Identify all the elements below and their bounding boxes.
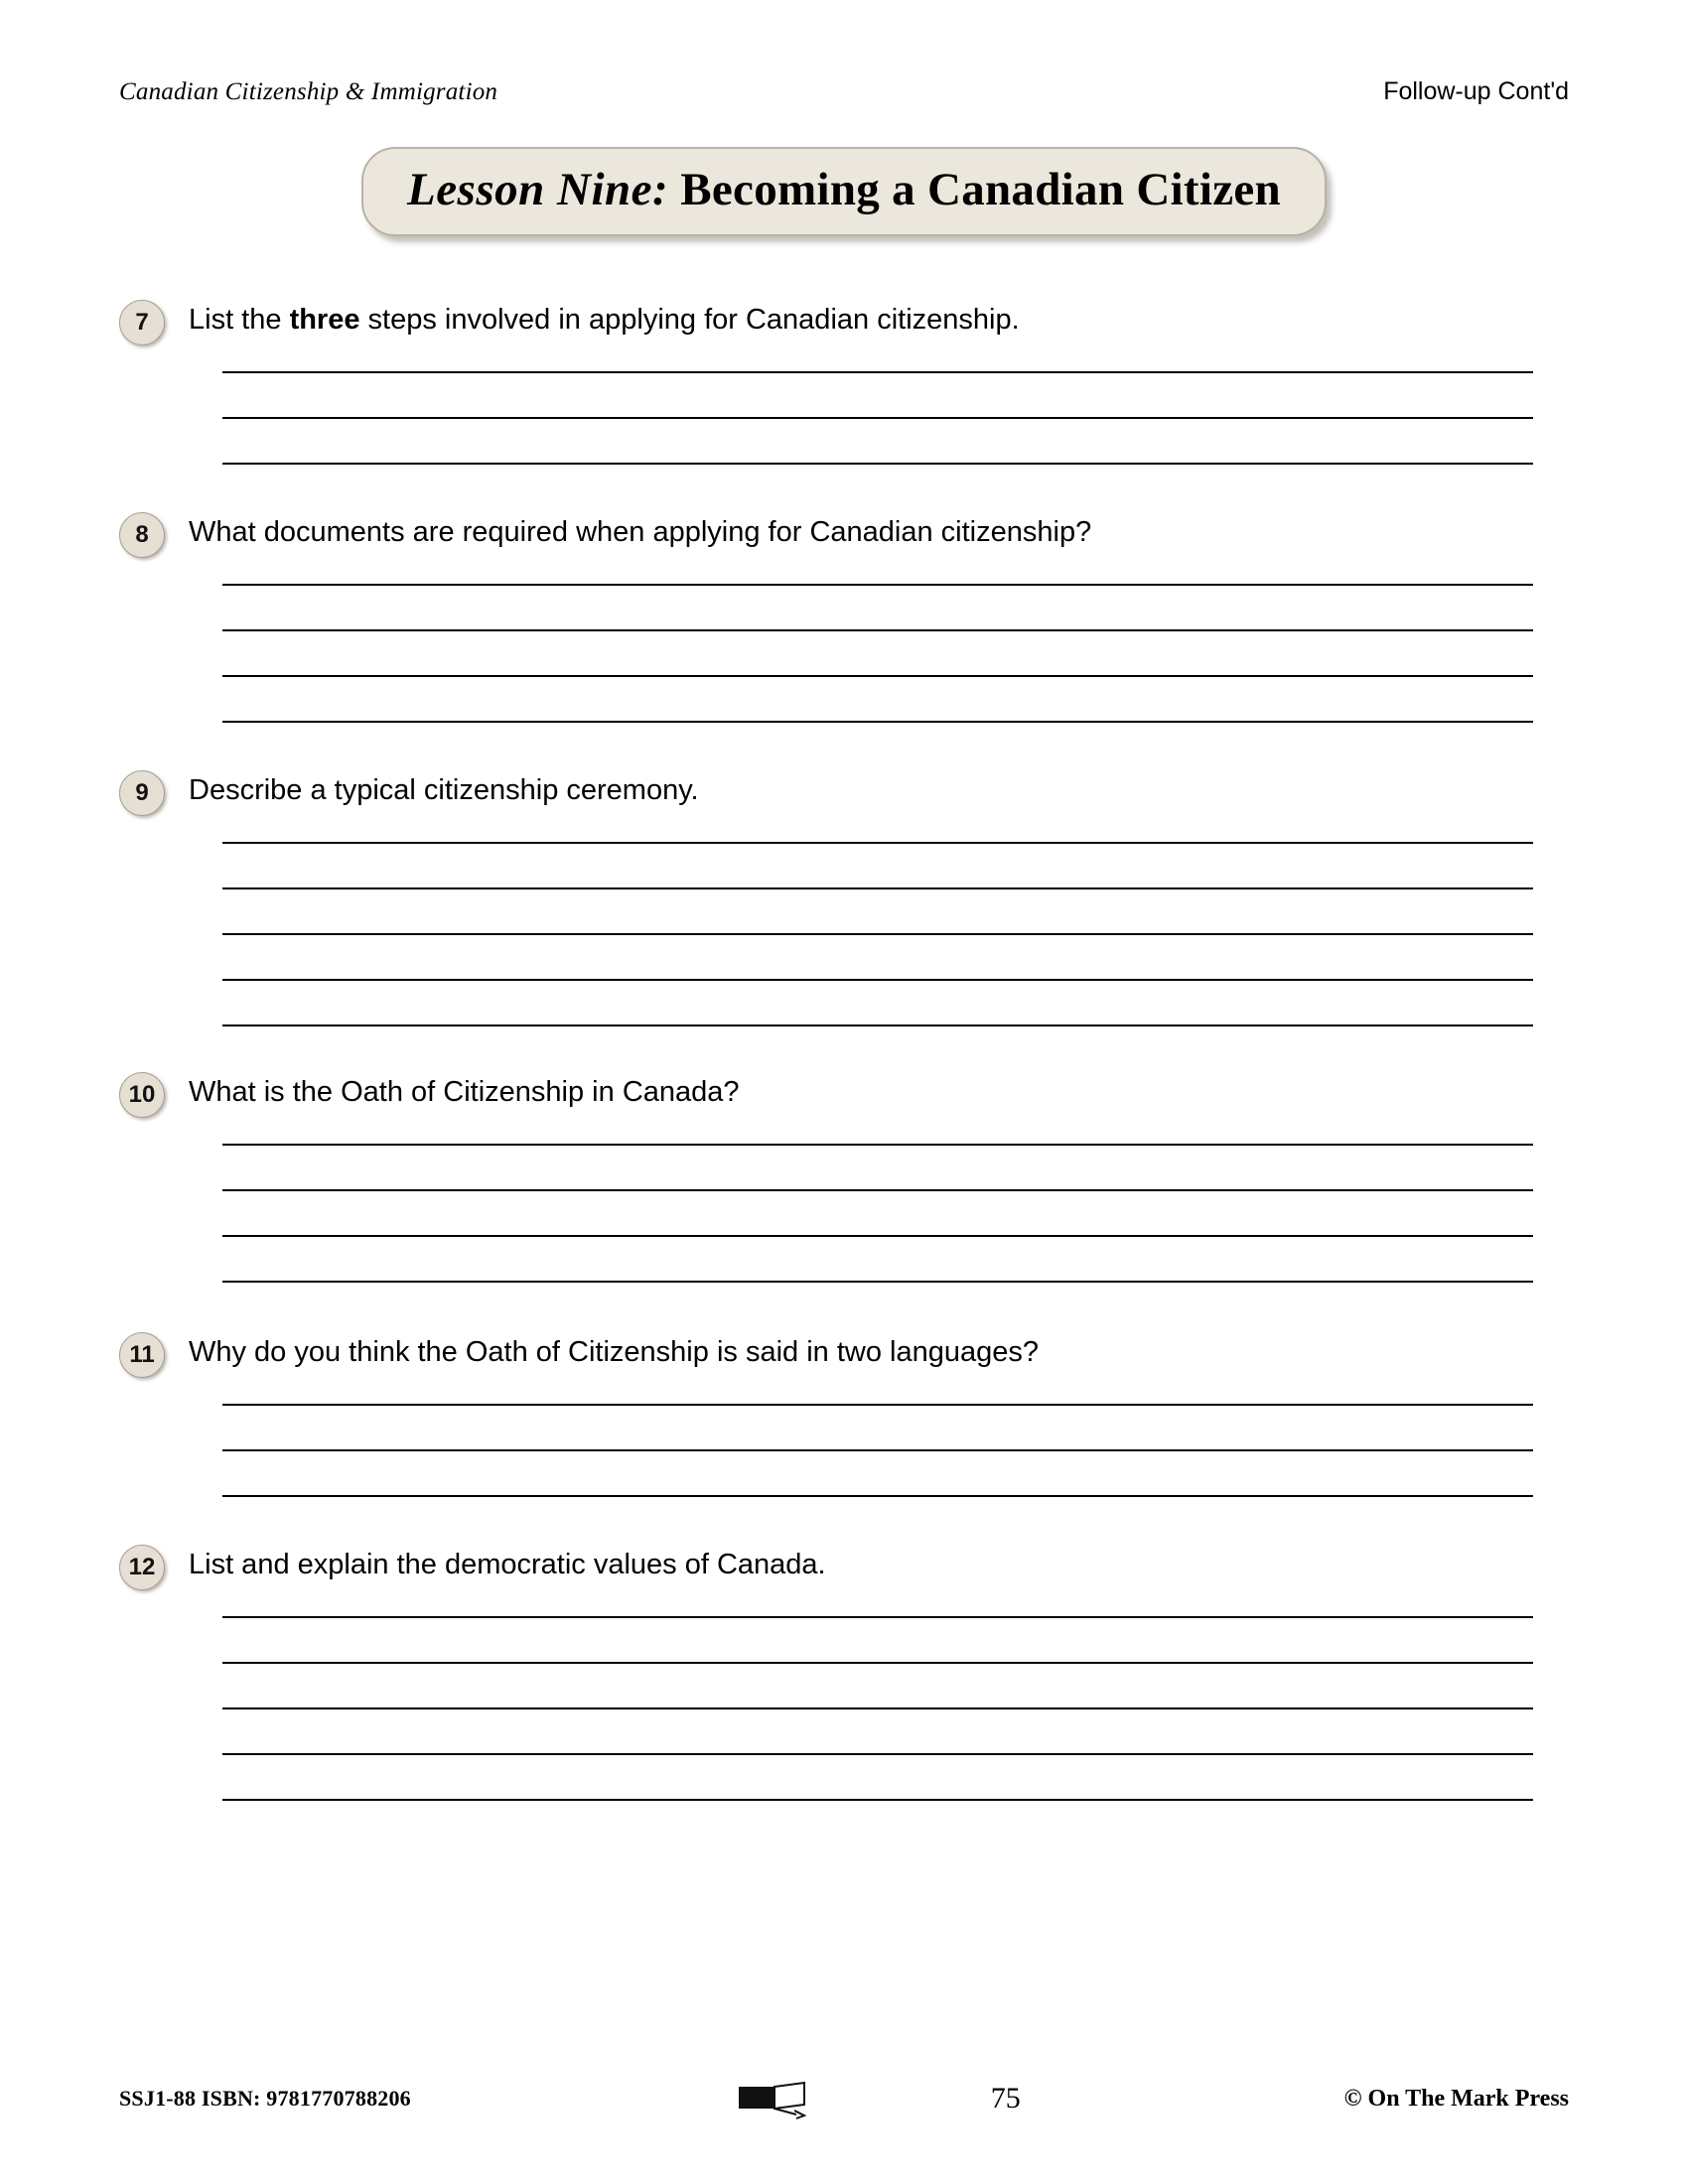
question-text-part: List and explain the democratic values of Canada. [189,1549,826,1580]
footer-center [735,2075,1021,2122]
answer-line[interactable] [222,1024,1533,1026]
page-footer [119,2075,1569,2122]
lesson-title-banner [361,147,1327,236]
question-text-emphasis: three [289,304,360,336]
header-subject: Canadian Citizenship & Immigration [119,78,498,105]
answer-line[interactable] [222,1753,1533,1755]
question-header [119,1543,1539,1590]
answer-line[interactable] [222,1662,1533,1664]
answer-line[interactable] [222,1707,1533,1709]
answer-line[interactable] [222,1404,1533,1406]
lesson-subject: Becoming a Canadian Citizen [668,164,1281,215]
answer-line[interactable] [222,1189,1533,1191]
answer-line[interactable] [222,1616,1533,1618]
question-text-part: What documents are required when applying for Canadian citizenship? [189,516,1092,548]
question-number-badge: 8 [119,512,165,558]
answer-line[interactable] [222,1495,1533,1497]
answer-line[interactable] [222,933,1533,935]
answer-line[interactable] [222,584,1533,586]
question-block [119,768,1539,1026]
question-text [189,1543,826,1582]
header-section: Follow-up Cont'd [1383,77,1569,105]
question-text-part: Why do you think the Oath of Citizenship is said in two languages? [189,1336,1039,1368]
answer-line[interactable] [222,371,1533,373]
answer-lines[interactable] [222,1616,1539,1801]
question-text [189,1070,740,1110]
page-header [119,77,1569,106]
answer-line[interactable] [222,887,1533,889]
question-header [119,298,1539,345]
question-text-part: steps involved in applying for Canadian citizenship. [359,304,1020,336]
answer-lines[interactable] [222,371,1539,465]
question-block [119,510,1539,723]
question-number-badge: 10 [119,1072,165,1118]
footer-isbn: SSJ1-88 ISBN: 9781770788206 [119,2086,411,2111]
answer-line[interactable] [222,463,1533,465]
question-number-badge: 7 [119,300,165,345]
question-text [189,510,1091,550]
question-header [119,1330,1539,1378]
answer-line[interactable] [222,721,1533,723]
answer-lines[interactable] [222,842,1539,1026]
open-book-icon [735,2075,812,2122]
answer-line[interactable] [222,417,1533,419]
question-text-part: Describe a typical citizenship ceremony. [189,774,699,806]
answer-line[interactable] [222,1799,1533,1801]
answer-lines[interactable] [222,1404,1539,1497]
title-banner-wrap [0,147,1688,236]
question-text-part: What is the Oath of Citizenship in Canada? [189,1076,740,1108]
question-block [119,1330,1539,1497]
answer-line[interactable] [222,842,1533,844]
answer-line[interactable] [222,675,1533,677]
answer-line[interactable] [222,1281,1533,1283]
answer-line[interactable] [222,629,1533,631]
question-number-badge: 12 [119,1545,165,1590]
question-block [119,1543,1539,1801]
question-list [119,298,1539,1801]
question-block [119,298,1539,465]
question-text [189,298,1020,338]
answer-lines[interactable] [222,584,1539,723]
page-number: 75 [990,2082,1021,2115]
question-number-badge: 9 [119,770,165,816]
answer-line[interactable] [222,1449,1533,1451]
question-block [119,1070,1539,1283]
question-text [189,1330,1039,1370]
lesson-label: Lesson Nine: [406,164,669,215]
question-number-badge: 11 [119,1332,165,1378]
footer-publisher: © On The Mark Press [1343,2085,1569,2112]
question-text-part: List the [189,304,290,336]
answer-line[interactable] [222,979,1533,981]
question-header [119,1070,1539,1118]
question-text [189,768,699,808]
answer-lines[interactable] [222,1144,1539,1283]
answer-line[interactable] [222,1235,1533,1237]
question-header [119,768,1539,816]
question-header [119,510,1539,558]
answer-line[interactable] [222,1144,1533,1146]
